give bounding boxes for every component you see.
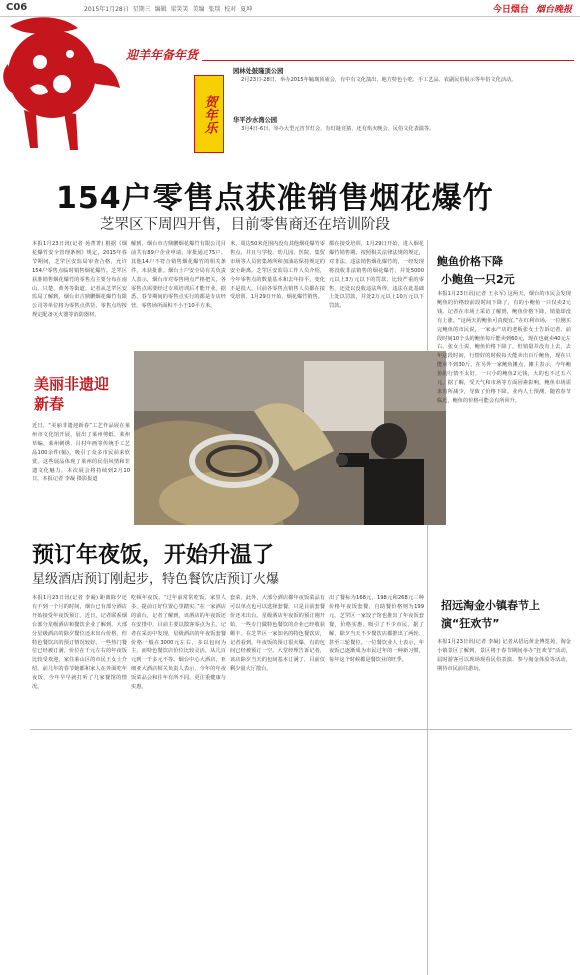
side-left-title: 美丽非遗迎新春 [34,375,110,413]
masthead-brand [493,2,572,15]
brand-logo: 烟台晚报 [535,5,572,15]
feature-subtitle: 星级酒店预订刚起步，特色餐饮店预订火爆 [32,572,280,587]
lead-col-4: 都在接受培训，1月29日开始，进入烟花爆竹销售期。按照相关法律法规的规定，对非法、违法销售烟花爆竹的，一经发现将没收非法销售的烟花爆竹，并处5000元以上3万元以下的罚款，比较严重的零售，还处以没收违法所得，违法在此基础上处以罚款，并处2万元以上10万元以下罚款。 [329,241,424,310]
lead-col-3: 米，周边50米范围内没有其他烟花爆竹零售点，并且与学校、幼儿园、医院、集贸市场等人员密集场所和加油站保持规定的安全距离。芝罘区安监局工作人员介绍，今年零售点的数量基本和去年持平，变化不是很大。目前各零售点销售人员都在接受培训，1月29日开始，烟花爆竹销售。 [230,241,325,301]
lead-col-2: 解到，烟台市吉鼎鹏烟花爆竹有限公司目前共有89户企业申请，审批通过75户。其他14户不符合销售烟花爆竹的相关条件，未获批准。烟台士户安全局有关负责人表示，烟台市对零售网点严格把关，各零售点需要经过专项培训后才能开业。据悉，春节期间的零售点实行的都是专店经营，零售场所面积不小于10平方米。 [131,241,226,310]
badge-label: 贺年乐 [201,94,217,134]
page-number: C06 [6,2,28,13]
side-right-body: 本报1月23日讯(记者 王永军) 这两天，烟台的市民会发现鲍鱼的价格较前段时间下降了，有的小鲍鱼一只仅卖2元钱。记者在市场上采访了解到，鲍鱼价格下降，销量却没有上涨。“这两天的鲍鱼可真便宜。”在红利市场，一位刚买完鲍鱼的市民说，一家水产店的老板张女士告诉记者，前段时间10个头的鲍鱼每斤能卖到60元，现在也就卖40元左右。张女士说，鲍鱼价格下降了，但销量并没有上去，去年这段时间，行情好的时候每天能卖出百斤鲍鱼，现在只能卖不到30斤。在另外一家鲍鱼摊点，摊主表示，今年鲍鱼的行情不太好，一只小的鲍鱼2元钱，大的也不过五六元。据了解，受天气和市场等方面因素影响，鲍鱼市场需求有所减少，导致了价格下降。业内人士预测，随着春节临近，鲍鱼的价格可能会有所回升。 [437,291,571,404]
event-desc: 3月4日-6日，举办大型元宵节灯会，有灯谜竞猜、还有焰火晚会、民俗文化表演等。 [241,126,435,132]
header-weekday: 星期三 [132,6,151,13]
feature-headline: 预订年夜饭，开始升温了 [32,543,275,568]
banner [122,49,574,61]
feature-col-1: 本报1月23日讯(记者 李凝) 距离除夕还有不到一个月的时间，烟台已有部分酒店开始接受年夜饭预订。近日，记者联系烟台部分星级酒店和餐饮企业了解到，大部分星级酒店的除夕餐位还未出台价格，但特色餐饮店的预订情况较好，一些热门餐位已经被订满，价位在千元左右的年夜饭比较受欢迎。家住莱山区的市民王女士介绍，前几年的春节她都和家人在外面吃年夜饭，今年早早就打听了几家餐馆的情况。 [32,595,127,691]
header-meta [84,4,252,13]
feature-col-4: 出了餐标为168元、198元和268元三种价格年夜饭套餐，自助餐价格则为199元，芝罘区一家饺子馆也推出了年夜饭套餐，价格实惠，吸引了不少市民。据了解，除夕当天不少餐饮店都推出了两轮、甚至三轮餐位。一位餐饮业人士表示，年夜饭已逐渐成为市民过年的一种新习惯，每年这个时候都是餐饮业的旺季。 [329,595,424,664]
exhibition-photo [134,351,446,525]
event-item [233,115,573,134]
header-proof: 校对 夏坤 [224,6,253,13]
header-date: 2015年1月28日 [84,6,129,13]
lead-headline: 154户零售点获准销售烟花爆竹 [56,181,494,216]
lead-subtitle: 芝罘区下周四开售，目前零售商还在培训阶段 [100,217,390,233]
events-box [233,66,573,161]
side-right2-title: 招远淘金小镇春节上演“狂欢节” [441,599,540,630]
side-left-body: 近日，“美丽非遗迎新春”工艺作品展在莱州市文化馆开展，展出了莱州剪纸、莱州草编、莱州刺绣、吕村年画等传统手工艺品100余件(幅)，吸引了众多市民前来欣赏。这些展品体现了莱州的民俗风情和非遗文化魅力。本次展会将持续到2月10日。本报记者 李凝 摄影报道 [32,423,130,483]
badge-box [194,75,224,153]
event-item [233,66,573,85]
side-right2-body: 本报1月23日讯(记者 李凝) 记者从招远黄金博览苑、淘金小镇景区了解到，景区将于春节期间举办“狂欢节”活动，届时游客可以现场观看民俗表演、参与淘金体验等活动，期待市民前往游玩。 [437,639,571,672]
event-desc: 2月23日-28日，举办2015年毓璜顶庙会，有中有文化演出、地方特色小吃、手工艺品、农副民俗展示等年俗文化活动。 [241,77,517,83]
papercut-goat-icon [0,14,140,164]
feature-col-3: 套菜，此外，大部分酒店都年夜饭菜品有可以单点也可以选择套餐，只是目前套餐价还未出台。星级酒店年夜饭的预订刚开始，一些专门做特色餐饮的企业已经收获颇丰。在芝罘区一家知名的特色餐饮店，记者看到，年夜饭的预订很火爆，有的包间已经被预订一空。大堂经理告诉记者，该店除夕当天的包间基本订满了，目前仅剩少量大厅散台。 [230,595,325,673]
side-right-title: 小鲍鱼一只2元 [441,273,515,286]
feature-col-2: 吃顿年夜饭。“过年前常常吃饭，家里人多，提前订好位置心里踏实。”在一家酒店的前台，记者了解到，该酒店的年夜饭还在安排中，目前主要以散客零点为主。记者在采访中发现，星级酒店的年夜饭套餐价格一般在3000元左右，多以包间为主，而特色餐饮店价位比较灵活，从几百元到一千多元不等。烟台中心大酒店、亚细亚大酒店相关负责人表示，今年的年夜饭菜品会和往年有所不同，更注重健康与实惠。 [131,595,226,691]
photo-scene-icon [134,351,446,525]
lead-col-1: 本报1月23日讯(记者 苑菁菁) 根据《烟花爆竹安全管理条例》规定，2015年春节期间，芝罘区安监局审查合格，允许154户零售点临时销售烟花爆竹。芝罘区获准销售烟花爆竹的零售点主要分布在南山、只楚、黄务等街道。记者从芝罘区安监局了解到，烟台市吉鼎鹏烟花爆竹有限公司等单位将为零售点供货，零售点均按规定配备灭火器等消防器材。 [32,241,127,319]
bottom-rule [30,729,572,730]
header-design: 美编 张琰 [192,6,221,13]
side-right-kicker: 鲍鱼价格下降 [437,255,503,268]
event-name: 华平沙水湾公园 [233,117,278,124]
event-name: 园林处鼓隆顶公园 [233,68,284,75]
header-editor: 编辑 梁笑笑 [154,6,189,13]
banner-title: 迎羊年备年货 [122,46,202,63]
brand-section: 今日烟台 [492,5,529,15]
